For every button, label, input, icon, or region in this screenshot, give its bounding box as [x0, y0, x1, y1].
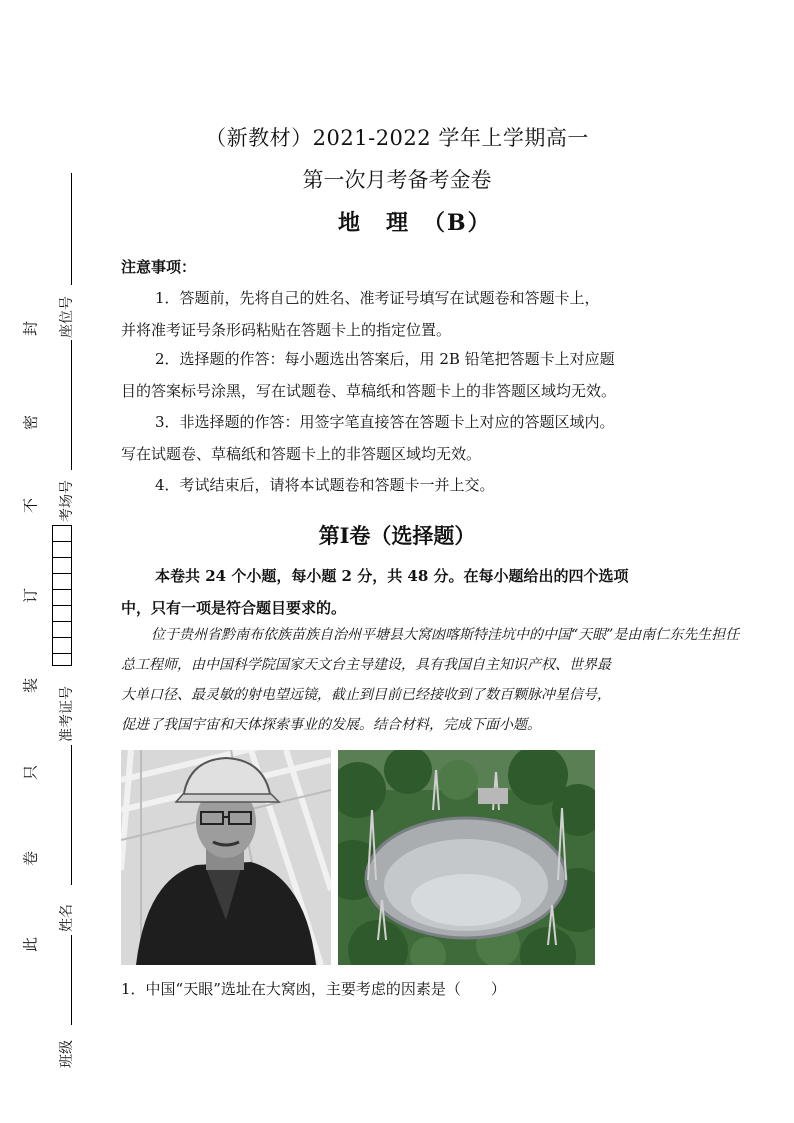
notice-item: 1．答题前，先将自己的姓名、准考证号填写在试题卷和答题卡上， 并将准考证号条形码粘贴在答题卡上的指定位置。 — [121, 289, 600, 339]
seat-number-label: 座位号 — [59, 296, 75, 338]
fast-telescope-photo — [338, 750, 595, 969]
binding-char: 订 — [21, 588, 40, 604]
material-text: 位于贵州省黔南布依族苗族自治州平塘县大窝凼喀斯特洼坑中的中国“天眼”是由南仁东先生担任 总工程师，由中国科学院国家天文台主导建设，具有我国自主知识产权、世界最 大单口径、最灵敏的射电望远镜，截止到目前已经接收到了数百颗脉冲星信号， 促进了我国宇宙和天体探索事业的发展。结合材料，完成下面小题。 — [121, 627, 740, 733]
admission-number-label: 准考证号 — [59, 686, 75, 742]
exam-subtitle: 第一次月考备考金卷 — [302, 168, 492, 192]
binding-char: 不 — [21, 498, 40, 514]
binding-char: 封 — [21, 321, 40, 337]
subject-title: 地 理 （B） — [338, 210, 492, 236]
notice-heading: 注意事项： — [121, 258, 197, 276]
exam-title: （新教材）2021-2022 学年上学期高一 — [205, 126, 589, 150]
binding-char: 只 — [21, 765, 40, 781]
binding-char: 装 — [21, 678, 40, 694]
binding-char: 卷 — [21, 851, 40, 867]
name-label: 姓名 — [59, 904, 75, 932]
portrait-photo — [121, 750, 331, 969]
notice-item: 4．考试结束后，请将本试题卷和答题卡一并上交。 — [155, 476, 495, 494]
notice-item: 3．非选择题的作答：用签字笔直接答在答题卡上对应的答题区域内。 写在试题卷、草稿纸和答题卡上的非答题区域均无效。 — [121, 413, 615, 463]
exam-room-label: 考场号 — [59, 480, 75, 522]
class-label: 班级 — [59, 1040, 75, 1068]
section-title: 第Ⅰ卷（选择题） — [318, 523, 476, 548]
section-instructions: 本卷共 24 个小题，每小题 2 分，共 48 分。在每小题给出的四个选项 中，只有一项是符合题目要求的。 — [121, 567, 629, 617]
binding-char: 密 — [21, 415, 40, 431]
binding-char: 此 — [21, 937, 40, 953]
notice-item: 2．选择题的作答：每小题选出答案后，用 2B 铅笔把答题卡上对应题 目的答案标号涂黑，写在试题卷、草稿纸和答题卡上的非答题区域均无效。 — [121, 350, 617, 400]
question-1: 1．中国“天眼”选址在大窝凼，主要考虑的因素是（ ） — [121, 980, 506, 998]
